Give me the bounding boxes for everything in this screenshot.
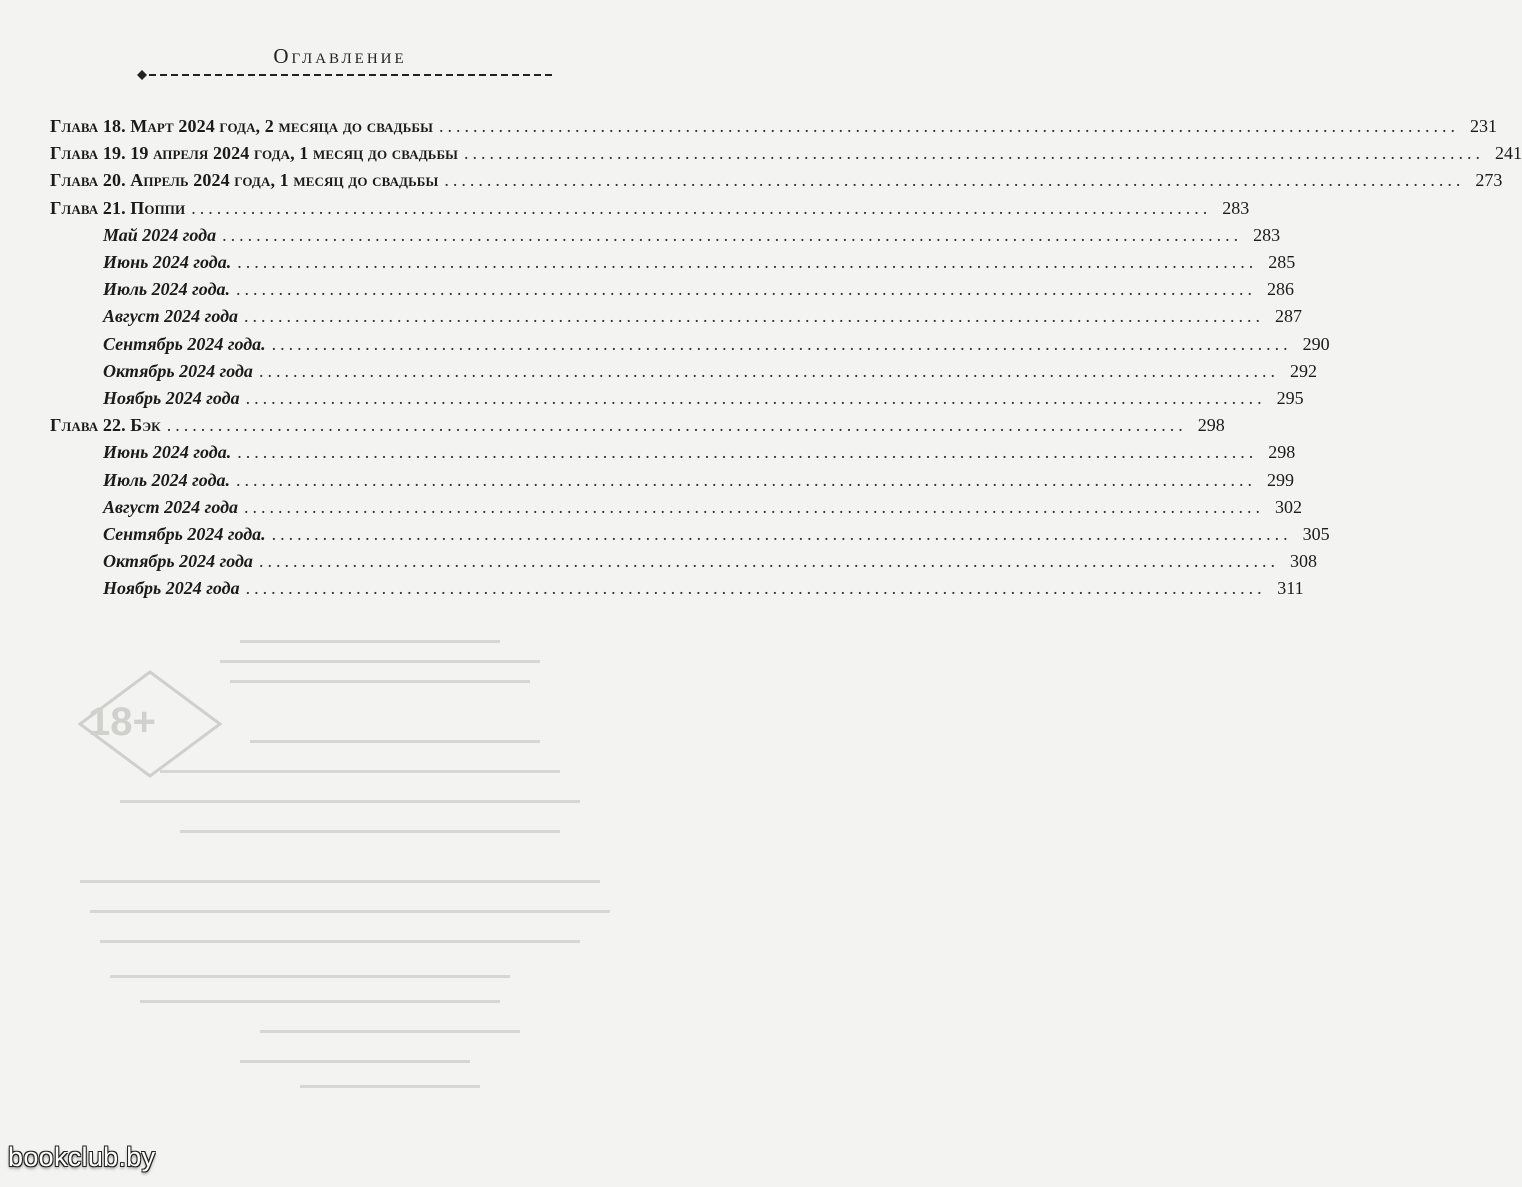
- toc-page-number: 283: [1253, 224, 1281, 245]
- toc-entry-label: Ноябрь 2024 года: [103, 388, 240, 408]
- toc-subentry-row: [103, 331, 1330, 357]
- toc-subentry-row: [103, 439, 1296, 465]
- dot-leader: ........................................................................................................................: [245, 578, 1266, 599]
- dot-leader: ........................................................................................................................: [271, 333, 1292, 354]
- toc-entry-label: Глава 21. Поппи: [50, 197, 186, 218]
- toc-chapter-row: [50, 195, 1250, 221]
- toc-page-number: 298: [1268, 442, 1296, 463]
- toc-page-number: 302: [1275, 496, 1303, 517]
- toc-subentry-row: [103, 467, 1294, 493]
- toc-chapter-row: [50, 113, 1497, 139]
- toc-subentry-row: [103, 494, 1303, 520]
- toc-page-number: 231: [1469, 116, 1497, 136]
- toc-page-number: 308: [1289, 551, 1317, 572]
- dot-leader: ........................................................................................................................: [166, 415, 1187, 436]
- toc-entry-label: Сентябрь 2024 года.: [103, 524, 266, 544]
- toc-page-number: 285: [1268, 252, 1296, 272]
- dot-leader: ........................................................................................................................: [237, 252, 1258, 272]
- toc-subentry-row: [103, 358, 1317, 384]
- toc-subentry-row: [103, 303, 1303, 329]
- toc-entry-label: Глава 20. Апрель 2024 года, 1 месяц до свадьбы: [50, 170, 439, 191]
- toc-subentry-row: [103, 222, 1281, 248]
- toc-page-number: 292: [1289, 360, 1317, 381]
- toc-subentry-row: [103, 249, 1296, 275]
- dot-leader: ........................................................................................................................: [191, 197, 1212, 218]
- toc-entry-label: Глава 19. 19 апреля 2024 года, 1 месяц до свадьбы: [50, 143, 459, 164]
- dot-leader: ........................................................................................................................: [244, 306, 1265, 327]
- toc-page-number: 298: [1197, 415, 1225, 436]
- page-title: Оглавление: [273, 44, 407, 68]
- toc-page-number: 283: [1222, 197, 1250, 218]
- age-badge: 18+: [88, 700, 156, 744]
- toc-chapter-row: [50, 167, 1503, 193]
- toc-subentry-row: [103, 385, 1304, 411]
- toc-entry-label: Глава 18. Март 2024 года, 2 месяца до свадьбы: [50, 116, 433, 136]
- dot-leader: ........................................................................................................................: [236, 469, 1256, 490]
- toc-page-number: 286: [1267, 279, 1294, 300]
- toc-entry-label: Июль 2024 года.: [103, 469, 230, 490]
- toc-page-number: 241: [1495, 143, 1522, 164]
- toc-page-number: 299: [1267, 469, 1294, 490]
- toc-subentry-row: [103, 575, 1304, 601]
- watermark: bookclub.by: [8, 1142, 156, 1172]
- toc-subentry-row: [103, 548, 1317, 574]
- toc-entry-label: Июль 2024 года.: [103, 279, 230, 300]
- toc-entry-label: Октябрь 2024 года: [103, 360, 253, 381]
- toc-entry-label: Июнь 2024 года.: [103, 442, 232, 463]
- toc-entry-label: Июнь 2024 года.: [103, 252, 232, 272]
- dot-leader: ........................................................................................................................: [444, 170, 1465, 191]
- toc-entry-label: Сентябрь 2024 года.: [103, 333, 266, 354]
- dot-leader: ........................................................................................................................: [237, 442, 1258, 463]
- toc-entry-label: Октябрь 2024 года: [103, 551, 253, 572]
- dot-leader: ........................................................................................................................: [271, 524, 1292, 544]
- dot-leader: ........................................................................................................................: [244, 496, 1265, 517]
- toc-chapter-row: [50, 412, 1225, 438]
- toc-entry-label: Глава 22. Бэк: [50, 415, 161, 436]
- toc-page-number: 290: [1302, 333, 1330, 354]
- dot-leader: ........................................................................................................................: [258, 551, 1279, 572]
- dot-leader: ........................................................................................................................: [258, 360, 1279, 381]
- dot-leader: ........................................................................................................................: [222, 224, 1243, 245]
- toc-entry-label: Ноябрь 2024 года: [103, 578, 240, 599]
- toc-chapter-row: [50, 140, 1522, 166]
- toc-page-number: 273: [1475, 170, 1503, 191]
- toc-subentry-row: [103, 521, 1330, 547]
- dot-leader: ........................................................................................................................: [236, 279, 1256, 300]
- dot-leader: ........................................................................................................................: [464, 143, 1485, 164]
- dot-leader: ........................................................................................................................: [438, 116, 1459, 136]
- toc-page-number: 311: [1277, 578, 1304, 599]
- toc-page-number: 287: [1275, 306, 1303, 327]
- dot-leader: ........................................................................................................................: [245, 388, 1266, 408]
- toc-page-number: 295: [1276, 388, 1304, 408]
- toc-entry-label: Август 2024 года: [103, 496, 239, 517]
- toc-subentry-row: [103, 276, 1294, 302]
- toc-page-number: 305: [1302, 524, 1330, 544]
- toc-entry-label: Август 2024 года: [103, 306, 239, 327]
- toc-entry-label: Май 2024 года: [103, 224, 217, 245]
